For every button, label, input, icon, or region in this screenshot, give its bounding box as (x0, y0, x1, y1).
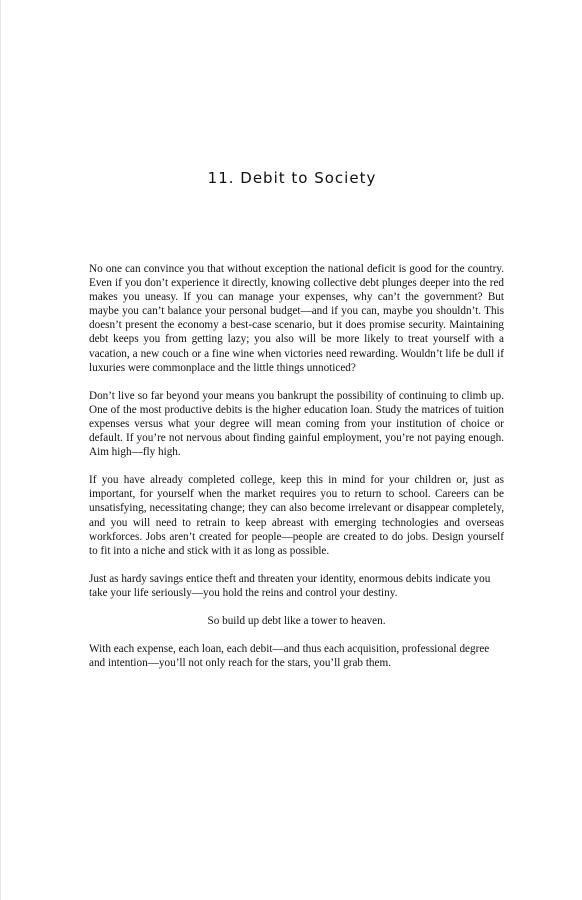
paragraph-4: Just as hardy savings entice theft and threaten your identity, enormous debits indicate you take your life seriously—you hold the reins and control your destiny. (89, 572, 491, 599)
paragraph-3: If you have already completed college, keep this in mind for your children or, just as important, for yourself when the market requires you to return to school. Careers can be unsatisfying, necessitating change; they can also become irrelevant or disappear completely, and you will need to retrain to keep abreast with emerging technologies and overseas workforces. Jobs aren’t created for people—people are created to do jobs. Design yourself to fit into a niche and stick with it as long as possible. (89, 474, 504, 557)
chapter-title: 11. Debit to Society (207, 169, 377, 187)
paragraph-2: Don’t live so far beyond your means you bankrupt the possibility of continuing to climb up. One of the most productive debits is the higher education loan. Study the matrices of tuition expenses versus what your degree will mean coming from your institution of choice or default. If you’re not nervous about finding gainful employment, you’re not paying enough. Aim high—fly high. (89, 389, 504, 459)
centered-line: So build up debt like a tower to heaven. (207, 614, 386, 627)
chapter-body (89, 262, 504, 684)
paragraph-1: No one can convince you that without exception the national deficit is good for the country. Even if you don’t experience it directly, knowing collective debt plunges deeper into the red makes you uneasy. If you can manage your expenses, why can’t the government? But maybe you can’t balance your personal budget—and if you can, maybe you shouldn’t. This doesn’t present the economy a best-case scenario, but it does promise security. Maintaining debt keeps you from getting lazy; you also will be more likely to treat yourself with a vacation, a new couch or a fine wine when victories need rewarding. Wouldn’t life be dull if luxuries were commonplace and the little things unnoticed? (89, 263, 504, 374)
paragraph-6: With each expense, each loan, each debit—and thus each acquisition, professional degree and intention—you’ll not only reach for the stars, you’ll grab them. (89, 643, 490, 670)
